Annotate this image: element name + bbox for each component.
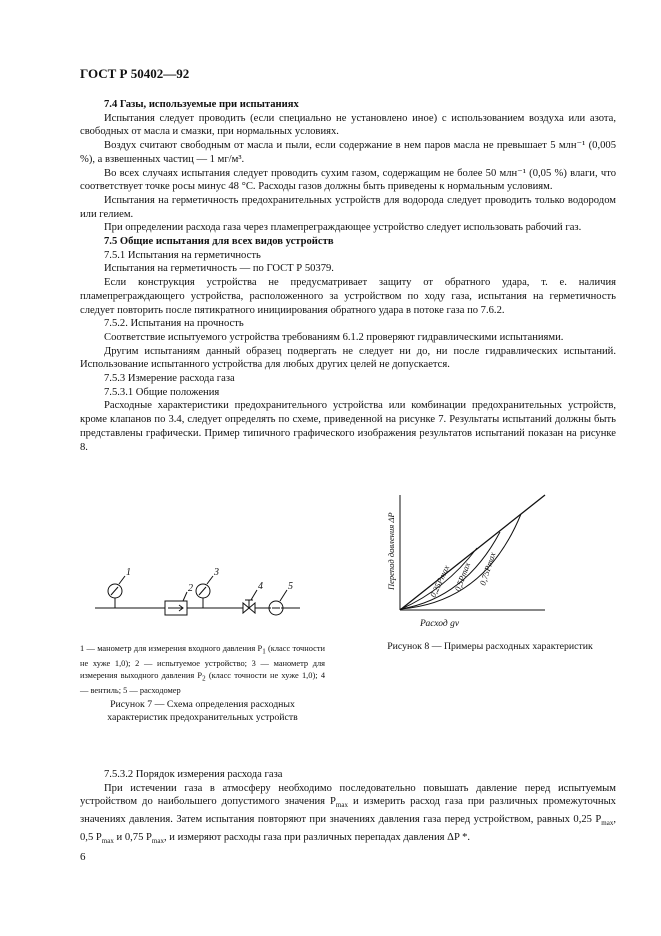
section-7-5-3-title: 7.5.3 Измерение расхода газа xyxy=(104,373,235,385)
paragraph: Испытания следует проводить (если специально не установлено иное) с использованием воздуха или азота, свободных от масла и смазки, при нормальных условиях. xyxy=(80,112,616,138)
fig8-ylabel: Перепад давления ΔP xyxy=(386,512,396,590)
section-7-5-3-1-title: 7.5.3.1 Общие положения xyxy=(104,386,220,398)
paragraph: Другим испытаниям данный образец подвергать не следует ни до, ни после гидравлических испытаний. Использование испытанного устройства для любых других целей не допускается. xyxy=(80,345,616,371)
fig7-label-3: 3 xyxy=(214,567,219,578)
fig8-curve-label-050: 0,5Pmax xyxy=(452,561,473,593)
section-7-5-2-title: 7.5.2. Испытания на прочность xyxy=(104,318,244,330)
paragraph: Испытания на герметичность предохранительных устройств для водорода следует проводить только водородом или гелием. xyxy=(80,194,616,220)
paragraph: Воздух считают свободным от масла и пыли, если содержание в нем паров масла не превышает 5 млн⁻¹ (0,005 %), а взвешенных частиц — 1 мг/м³. xyxy=(80,140,616,165)
fig7-label-2: 2 xyxy=(188,583,193,594)
page-number: 6 xyxy=(80,851,86,863)
fig7-label-1: 1 xyxy=(126,567,131,578)
main-line xyxy=(400,495,545,610)
paragraph: Если конструкция устройства не предусматривает защиту от обратного удара, т. е. наличия пламепреграждающего устройства, расположенного за устройством по ходу газа, испытания на герметичность следует повторить после пятикратного инициирования обратного удара в потоке газа по 7.6.2. xyxy=(80,277,616,316)
fig8-curve-label-075: 0,75Pmax xyxy=(477,550,498,587)
paragraph: Испытания на герметичность — по ГОСТ Р 50379. xyxy=(104,263,334,275)
fig7-label-5: 5 xyxy=(288,581,293,592)
figure-7-schematic xyxy=(95,560,305,630)
section-7-5-3-2-title: 7.5.3.2 Порядок измерения расхода газа xyxy=(104,769,283,780)
paragraph: Соответствие испытуемого устройства требованиям 6.1.2 проверяют гидравлическими испытаниями. xyxy=(104,331,564,343)
main-text xyxy=(80,98,616,454)
page-header: ГОСТ Р 50402—92 xyxy=(80,66,190,81)
paragraph: Расходные характеристики предохранительного устройства или комбинации предохранительных устройств, кроме клапанов по 3.4, следует определять по схеме, приведенной на рисунке 7. Результаты испытаний должны быть представлены графически. Пример типичного графического изображения результатов испытаний показан на рисунке 8. xyxy=(80,400,616,453)
figure-8-caption: Рисунок 8 — Примеры расходных характеристик xyxy=(387,641,593,652)
paragraph: При определении расхода газа через пламепреграждающее устройство следует использовать рабочий газ. xyxy=(104,222,582,234)
fig8-xlabel: Расход gv xyxy=(420,619,460,629)
figure-8-diagram xyxy=(375,490,555,630)
fig7-label-4: 4 xyxy=(258,581,263,592)
section-7-5-title: 7.5 Общие испытания для всех видов устройств xyxy=(104,236,334,248)
figure-7-caption: Рисунок 7 — Схема определения расходных характеристик предохранительных устройств xyxy=(107,699,298,723)
paragraph: Во всех случаях испытания следует проводить сухим газом, содержащим не более 50 млн⁻¹ (0,05 %) влаги, что соответствует точке росы минус 48 °С. Расходы газов должны быть приведены к нормальным условиям. xyxy=(80,167,616,193)
paragraph: При истечении газа в атмосферу необходимо последовательно повышать давление перед испытуемым устройством до наибольшего допустимого значения $P_{max}$ и измерить расход газа при различных промежуточных значениях давления. Затем испытания повторяют при значениях давления газа перед устройством, равных 0,25 $P_{max}$, 0,5 $P_{max}$ и 0,75 $P_{max}$, и измеряют расходы газа при различных перепадах давления ΔP *. xyxy=(80,782,616,846)
fig8-curve-label-025: 0,25Pmax xyxy=(427,563,452,599)
figure-7-legend: 1 — манометр для измерения входного давления $P_1$ (класс точности не хуже 1,0); 2 — испытуемое устройство; 3 — манометр для измерения выходного давления $P_2$ (класс точности не хуже 1,0); 4 — вентиль; 5 — расходомер xyxy=(80,644,326,695)
section-7-4-title: 7.4 Газы, используемые при испытаниях xyxy=(104,99,299,110)
section-7-5-1-title: 7.5.1 Испытания на герметичность xyxy=(104,249,261,261)
section-7-5-3-2 xyxy=(80,768,616,849)
